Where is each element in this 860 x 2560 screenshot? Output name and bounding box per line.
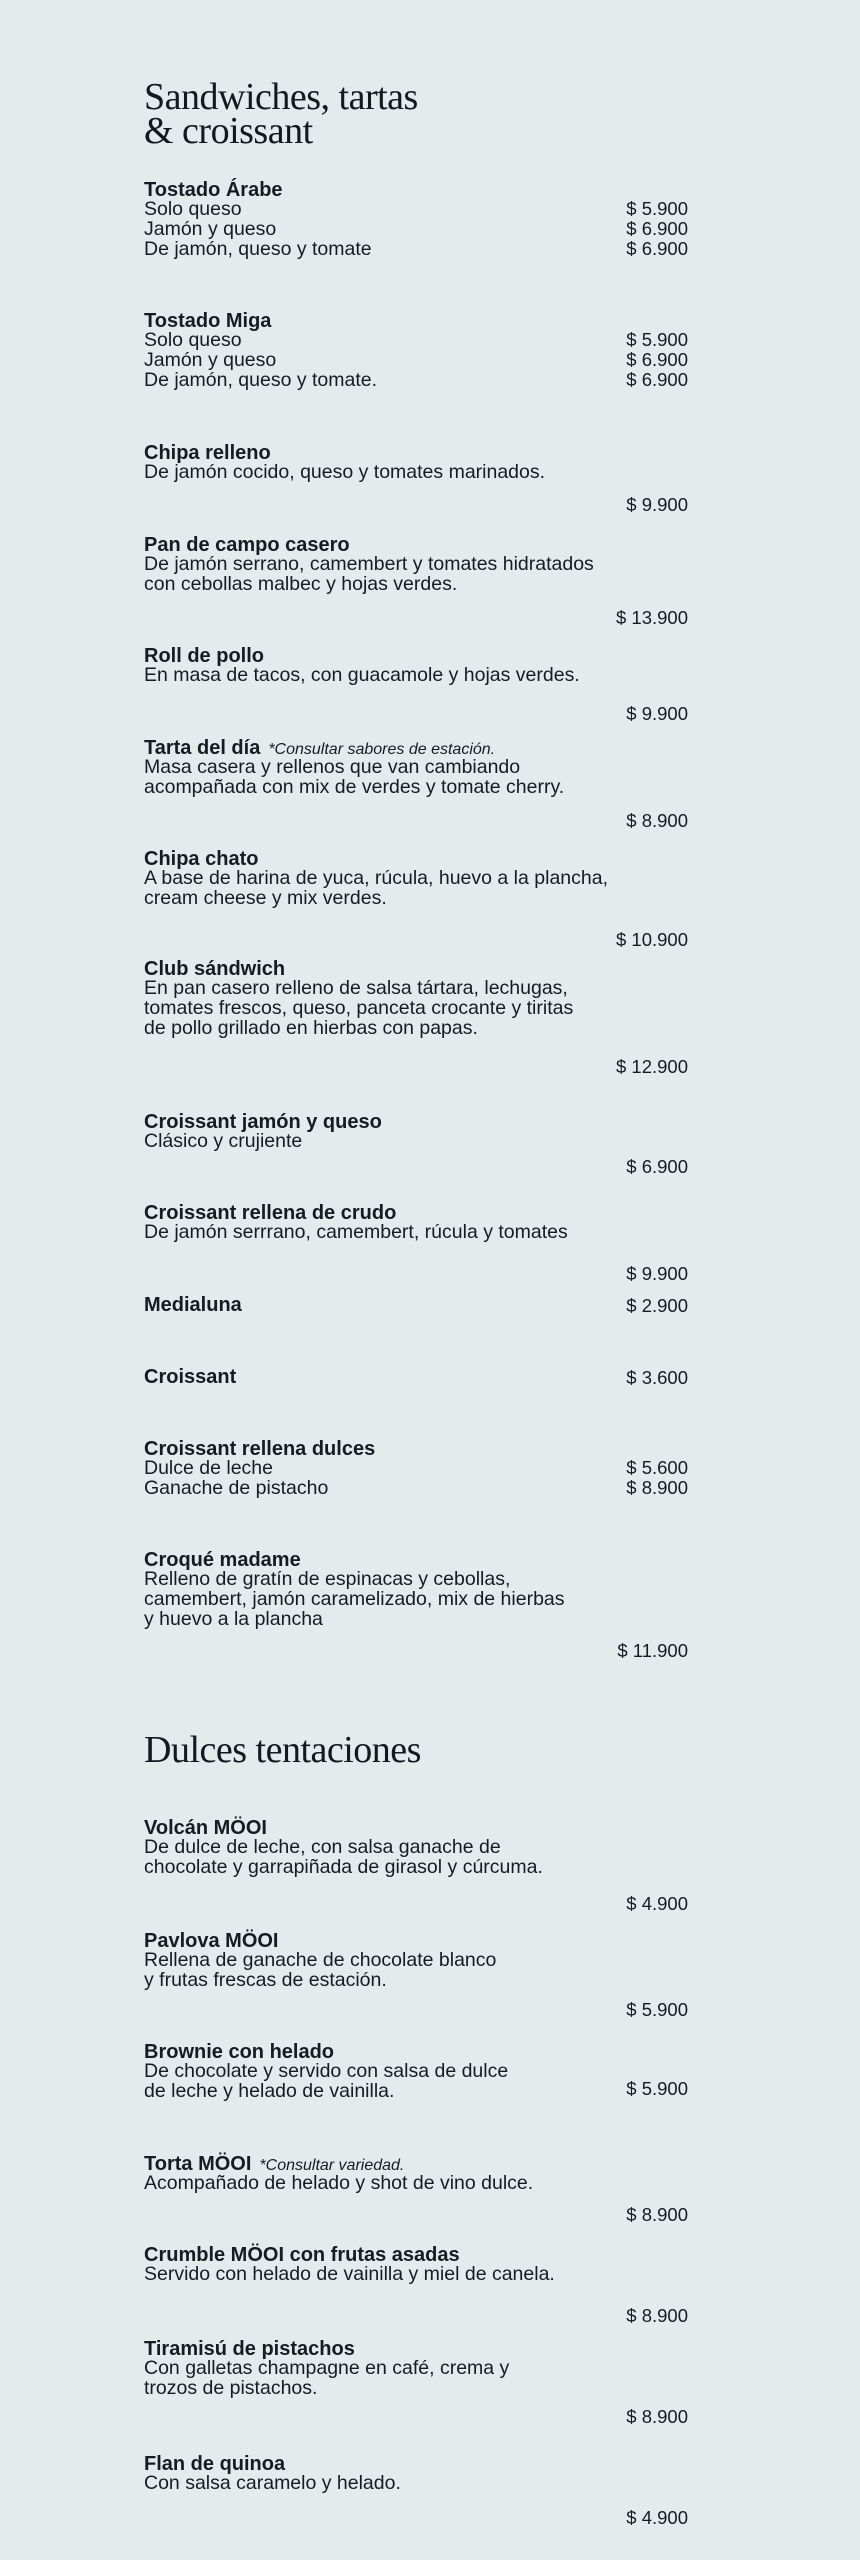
item-name-text: Torta MÖOI xyxy=(144,2153,252,2175)
item-price: $ 9.900 xyxy=(626,1263,688,1284)
item-description: En masa de tacos, con guacamole y hojas verdes. xyxy=(144,664,580,686)
variant-label: Jamón y queso xyxy=(144,349,277,371)
item-name-flan-de-quinoa: Flan de quinoa xyxy=(144,2453,286,2475)
variant-price: $ 5.600 xyxy=(626,1457,688,1478)
item-price: $ 2.900 xyxy=(626,1295,688,1316)
item-name-pavlova-mooi: Pavlova MÖOI xyxy=(144,1930,279,1952)
item-note: *Consultar variedad. xyxy=(259,2157,405,2174)
item-name-text: Tarta del día xyxy=(144,737,261,759)
item-name-volcan-mooi: Volcán MÖOI xyxy=(144,1817,267,1839)
item-name-pan-de-campo: Pan de campo casero xyxy=(144,534,350,556)
item-name-croque-madame: Croqué madame xyxy=(144,1549,301,1571)
variant-label: Ganache de pistacho xyxy=(144,1477,329,1499)
section-title-dulces: Dulces tentaciones xyxy=(144,1729,421,1771)
item-description: Masa casera y rellenos que van cambiando acompañada con mix de verdes y tomate cherry. xyxy=(144,756,565,798)
item-price: $ 10.900 xyxy=(615,929,688,950)
item-name-brownie: Brownie con helado xyxy=(144,2041,335,2063)
item-name-roll-de-pollo: Roll de pollo xyxy=(144,645,264,667)
item-description: De dulce de leche, con salsa ganache de chocolate y garrapiñada de girasol y cúrcuma. xyxy=(144,1836,543,1878)
variant-price: $ 6.900 xyxy=(626,218,688,239)
item-name-croissant-jamon-queso: Croissant jamón y queso xyxy=(144,1111,382,1133)
item-description: Con galletas champagne en café, crema y trozos de pistachos. xyxy=(144,2357,510,2399)
item-description: Servido con helado de vainilla y miel de canela. xyxy=(144,2263,555,2285)
item-price: $ 9.900 xyxy=(626,703,688,724)
item-description: De jamón cocido, queso y tomates marinados. xyxy=(144,461,546,483)
variant-price: $ 6.900 xyxy=(626,349,688,370)
item-name-tiramisu: Tiramisú de pistachos xyxy=(144,2338,355,2360)
item-description: Clásico y crujiente xyxy=(144,1130,303,1152)
item-description: De jamón serrano, camembert y tomates hidratados con cebollas malbec y hojas verdes. xyxy=(144,553,594,595)
item-description: En pan casero relleno de salsa tártara, lechugas, tomates frescos, queso, panceta crocante y tiritas de pollo grillado en hierbas con papas. xyxy=(144,977,574,1039)
variant-price: $ 6.900 xyxy=(626,369,688,390)
section-title-sandwiches: Sandwiches, tartas & croissant xyxy=(144,76,418,152)
variant-price: $ 8.900 xyxy=(626,1477,688,1498)
item-description: Relleno de gratín de espinacas y cebollas, camembert, jamón caramelizado, mix de hierbas y huevo a la plancha xyxy=(144,1568,565,1630)
item-price: $ 8.900 xyxy=(626,810,688,831)
item-price: $ 13.900 xyxy=(615,607,688,628)
item-price: $ 8.900 xyxy=(626,2406,688,2427)
item-price: $ 8.900 xyxy=(626,2204,688,2225)
item-name-tostado-miga: Tostado Miga xyxy=(144,310,272,332)
item-name-croissant-dulces: Croissant rellena dulces xyxy=(144,1438,376,1460)
variant-price: $ 6.900 xyxy=(626,238,688,259)
item-price: $ 11.900 xyxy=(617,1640,688,1661)
item-price: $ 6.900 xyxy=(626,1156,688,1177)
item-price: $ 9.900 xyxy=(626,494,688,515)
item-name-club-sandwich: Club sándwich xyxy=(144,958,286,980)
item-price: $ 5.900 xyxy=(626,1999,688,2020)
variant-label: Solo queso xyxy=(144,198,242,220)
item-price: $ 3.600 xyxy=(626,1367,688,1388)
item-name-tostado-arabe: Tostado Árabe xyxy=(144,179,283,201)
item-name-medialuna: Medialuna xyxy=(144,1294,242,1316)
item-note: *Consultar sabores de estación. xyxy=(268,741,496,758)
item-price: $ 4.900 xyxy=(626,2507,688,2528)
item-name-croissant: Croissant xyxy=(144,1366,237,1388)
item-description: Acompañado de helado y shot de vino dulce. xyxy=(144,2172,534,2194)
item-price: $ 8.900 xyxy=(626,2305,688,2326)
item-name-chipa-chato: Chipa chato xyxy=(144,848,259,870)
variant-label: Jamón y queso xyxy=(144,218,277,240)
variant-label: Dulce de leche xyxy=(144,1457,273,1479)
item-price: $ 12.900 xyxy=(615,1056,688,1077)
item-description: De chocolate y servido con salsa de dulce de leche y helado de vainilla. xyxy=(144,2060,509,2102)
variant-label: Solo queso xyxy=(144,329,242,351)
variant-label: De jamón, queso y tomate xyxy=(144,238,372,260)
variant-price: $ 5.900 xyxy=(626,329,688,350)
item-name-chipa-relleno: Chipa relleno xyxy=(144,442,271,464)
item-description: De jamón serrrano, camembert, rúcula y tomates xyxy=(144,1221,568,1243)
item-price: $ 5.900 xyxy=(626,2078,688,2099)
item-description: Rellena de ganache de chocolate blanco y frutas frescas de estación. xyxy=(144,1949,497,1991)
variant-price: $ 5.900 xyxy=(626,198,688,219)
item-price: $ 4.900 xyxy=(626,1893,688,1914)
item-description: A base de harina de yuca, rúcula, huevo a la plancha, cream cheese y mix verdes. xyxy=(144,867,608,909)
item-description: Con salsa caramelo y helado. xyxy=(144,2472,401,2494)
item-name-croissant-crudo: Croissant rellena de crudo xyxy=(144,1202,397,1224)
item-name-crumble-mooi: Crumble MÖOI con frutas asadas xyxy=(144,2244,460,2266)
variant-label: De jamón, queso y tomate. xyxy=(144,369,378,391)
